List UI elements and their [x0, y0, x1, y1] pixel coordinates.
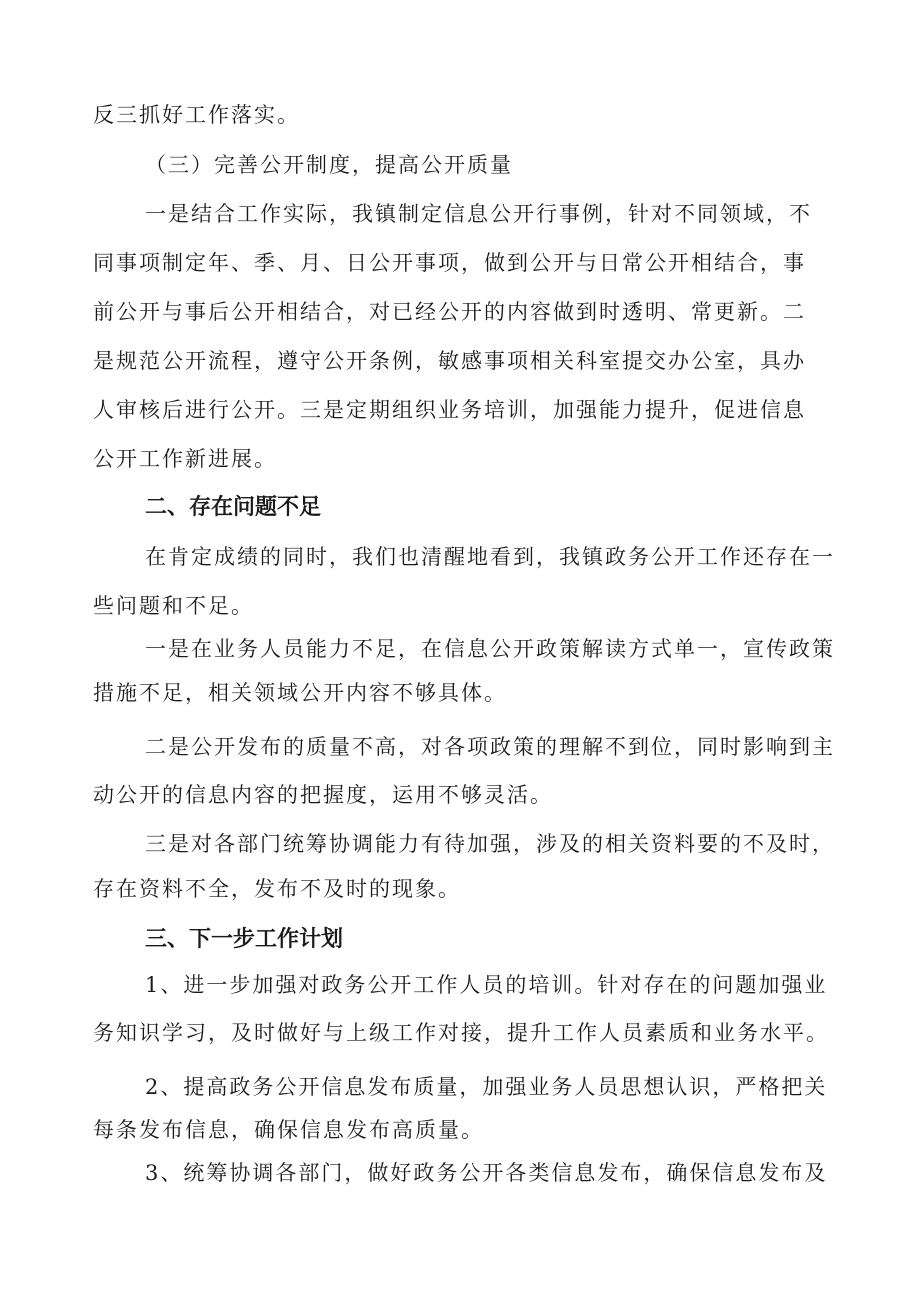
paragraph-line: 是规范公开流程，遵守公开条例，敏感事项相关科室提交办公室，具办 — [93, 349, 806, 373]
paragraph-line: 措施不足，相关领域公开内容不够具体。 — [93, 681, 507, 705]
paragraph-line: 务知识学习，及时做好与上级工作对接，提升工作人员素质和业务水平。 — [93, 1021, 829, 1045]
paragraph-line: 前公开与事后公开相结合，对已经公开的内容做到时透明、常更新。二 — [93, 300, 806, 324]
paragraph-line: 1、进一步加强对政务公开工作人员的培训。针对存在的问题加强业 — [145, 973, 828, 997]
paragraph-line: 些问题和不足。 — [93, 594, 254, 618]
paragraph-line: 三是对各部门统筹协调能力有待加强，涉及的相关资料要的不及时， — [145, 832, 835, 856]
paragraph-line: 同事项制定年、季、月、日公开事项，做到公开与日常公开相结合，事 — [93, 251, 806, 275]
paragraph-line: 动公开的信息内容的把握度，运用不够灵活。 — [93, 783, 553, 807]
subsection-3-title: （三）完善公开制度，提高公开质量 — [145, 153, 513, 177]
paragraph-line: 一是在业务人员能力不足，在信息公开政策解读方式单一，宣传政策 — [145, 637, 835, 661]
paragraph-line: 每条发布信息，确保信息发布高质量。 — [93, 1118, 484, 1142]
paragraph-line: 3、统筹协调各部门，做好政务公开各类信息发布，确保信息发布及 — [145, 1161, 828, 1185]
paragraph-line: 一是结合工作实际，我镇制定信息公开行事例，针对不同领域，不 — [145, 202, 812, 226]
paragraph-line: 人审核后进行公开。三是定期组织业务培训，加强能力提升，促进信息 — [93, 398, 806, 422]
continuation-line: 反三抓好工作落实。 — [93, 103, 300, 127]
paragraph-line: 在肯定成绩的同时，我们也清醒地看到，我镇政务公开工作还存在一 — [145, 545, 835, 569]
section-2-heading: 二、存在问题不足 — [145, 495, 322, 520]
paragraph-line: 公开工作新进展。 — [93, 447, 277, 471]
section-3-heading: 三、下一步工作计划 — [145, 927, 344, 952]
paragraph-line: 存在资料不全，发布不及时的现象。 — [93, 877, 461, 901]
paragraph-line: 2、提高政务公开信息发布质量，加强业务人员思想认识，严格把关 — [145, 1075, 828, 1099]
paragraph-line: 二是公开发布的质量不高，对各项政策的理解不到位，同时影响到主 — [145, 735, 835, 759]
